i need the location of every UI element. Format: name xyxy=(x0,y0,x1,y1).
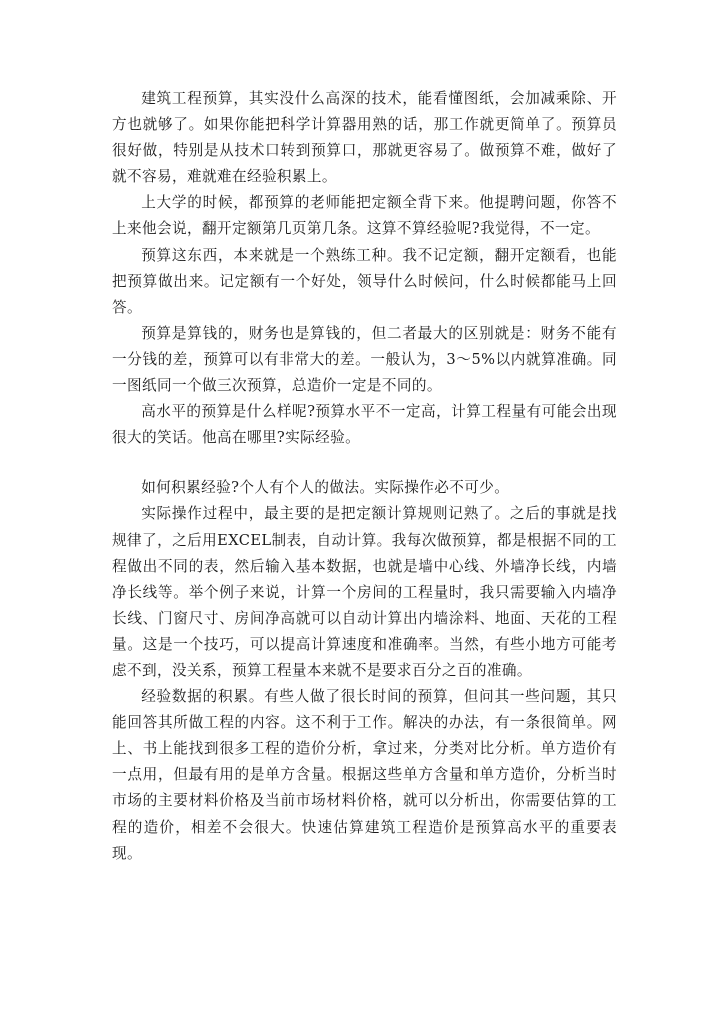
document-body xyxy=(112,86,617,867)
paragraph-6: 如何积累经验?个人有个人的做法。实际操作必不可少。 xyxy=(141,479,510,497)
paragraph-3: 预算这东西，本来就是一个熟练工种。我不记定额，翻开定额看，也能把预算做出来。记定额有一个好处，领导什么时候问，什么时候都能马上回答。 xyxy=(112,246,617,316)
section-gap xyxy=(112,451,617,475)
paragraph-5: 高水平的预算是什么样呢?预算水平不一定高，计算工程量有可能会出现很大的笑话。他高在哪里?实际经验。 xyxy=(112,403,617,447)
paragraph-2: 上大学的时候，都预算的老师能把定额全背下来。他提聘问题，你答不上来他会说，翻开定额第几页第几条。这算不算经验呢?我觉得，不一定。 xyxy=(112,194,617,238)
paragraph-8: 经验数据的积累。有些人做了很长时间的预算，但问其一些问题，其只能回答其所做工程的内容。这不利于工作。解决的办法，有一条很简单。网上、书上能找到很多工程的造价分析，拿过来，分类对比分析。单方造价有一点用，但最有用的是单方含量。根据这些单方含量和单方造价，分析当时市场的主要材料价格及当前市场材料价格，就可以分析出，你需要估算的工程的造价，相差不会很大。快速估算建筑工程造价是预算高水平的重要表现。 xyxy=(112,688,617,862)
paragraph-1: 建筑工程预算，其实没什么高深的技术，能看懂图纸，会加减乘除、开方也就够了。如果你能把科学计算器用熟的话，那工作就更简单了。预算员很好做，特别是从技术口转到预算口，那就更容易了。做预算不难，做好了就不容易，难就难在经验积累上。 xyxy=(112,90,617,186)
paragraph-7: 实际操作过程中，最主要的是把定额计算规则记熟了。之后的事就是找规律了，之后用EXCEL制表，自动计算。我每次做预算，都是根据不同的工程做出不同的表，然后输入基本数据，也就是墙中心线、外墙净长线，内墙净长线等。举个例子来说，计算一个房间的工程量时，我只需要输入内墙净长线、门窗尺寸、房间净高就可以自动计算出内墙涂料、地面、天花的工程量。这是一个技巧，可以提高计算速度和准确率。当然，有些小地方可能考虑不到，没关系，预算工程量本来就不是要求百分之百的准确。 xyxy=(112,505,617,679)
paragraph-4: 预算是算钱的，财务也是算钱的，但二者最大的区别就是：财务不能有一分钱的差，预算可以有非常大的差。一般认为，3～5%以内就算准确。同一图纸同一个做三次预算，总造价一定是不同的。 xyxy=(112,324,617,395)
